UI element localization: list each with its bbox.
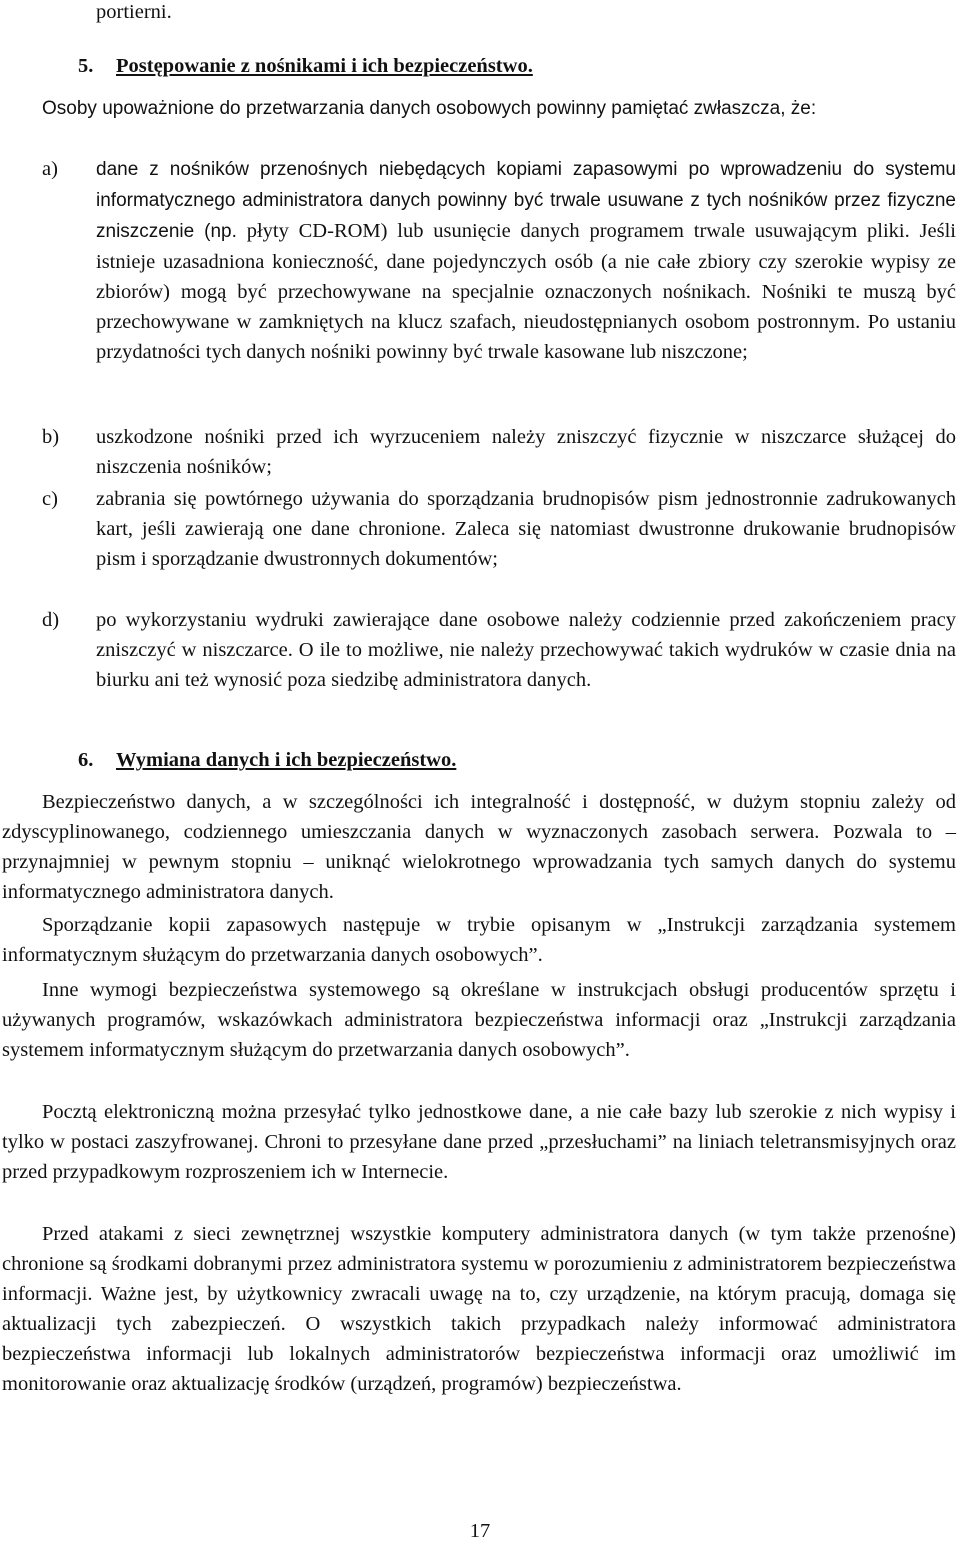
paragraph-network-attacks: Przed atakami z sieci zewnętrznej wszystkie komputery administratora danych (w tym także przenośne) chronione są środkami dobranymi przez administratora systemu w porozumieniu z administratorem bezpieczeństwa informacji. Ważne jest, by użytkownicy zwracali uwagę na to, czy urządzenie, na którym pracują, domaga się aktualizacji tych zabezpieczeń. O wszystkich takich przypadkach należy informować administratora bezpieczeństwa informacji lub lokalnych administratorów bezpieczeństwa informacji oraz umożliwić im monitorowanie oraz aktualizację środków (urządzeń, programów) bezpieczeństwa.: [2, 1223, 956, 1395]
paragraph-other-requirements: Inne wymogi bezpieczeństwa systemowego są określane w instrukcjach obsługi producentów sprzętu i używanych programów, wskazówkach administratora bezpieczeństwa informacji oraz „Instrukcji zarządzania systemem informatycznym służącym do przetwarzania danych osobowych”.: [2, 979, 956, 1061]
list-item-label: c): [42, 488, 58, 510]
paragraph-data-security: Bezpieczeństwo danych, a w szczególności ich integralność i dostępność, w dużym stopniu zależy od zdyscyplinowanego, codziennego umieszczania danych w wyznaczonych zasobach serwera. Pozwala to – przynajmniej w pewnym stopniu – uniknąć wielokrotnego wprowadzania tych samych danych do systemu informatycznego administratora danych.: [2, 791, 956, 903]
list-item-label: a): [42, 158, 58, 180]
section-5-intro: Osoby upoważnione do przetwarzania danych osobowych powinny pamiętać zwłaszcza, że:: [42, 98, 817, 119]
list-item-text: [96, 154, 956, 367]
list-item-text-serif-part: płyty CD-ROM) lub usunięcie danych programem trwale usuwającym pliki. Jeśli istnieje uzasadniona konieczność, dane pojedynczych osób (a nie całe zbiory czy szerokie wypisy ze zbiorów) mogą być przechowywane na specjalnie oznaczonych nośnikach. Nośniki te muszą być przechowywane w zamkniętych na klucz szafach, nieudostępnianych osobom postronnym. Po ustaniu przydatności tych danych nośniki powinny być trwale kasowane lub niszczone;: [96, 220, 956, 363]
paragraph-email: Pocztą elektroniczną można przesyłać tylko jednostkowe dane, a nie całe bazy lub szerokie z nich wypisy i tylko w postaci zaszyfrowanej. Chroni to przesyłane dane przed „przesłuchami” na liniach teletransmisyjnych oraz przed przypadkowym rozproszeniem ich w Internecie.: [2, 1101, 956, 1183]
list-item-text: zabrania się powtórnego używania do sporządzania brudnopisów pism jednostronnie zadrukowanych kart, jeśli zawierają one dane chronione. Zaleca się natomiast dwustronne drukowanie brudnopisów pism i sporządzanie dwustronnych dokumentów;: [96, 488, 956, 570]
continued-text-fragment: portierni.: [96, 1, 172, 23]
paragraph-backup-copies: Sporządzanie kopii zapasowych następuje w trybie opisanym w „Instrukcji zarządzania systemem informatycznym służącym do przetwarzania danych osobowych”.: [2, 914, 956, 966]
list-item-label: d): [42, 609, 60, 631]
list-item-label: b): [42, 426, 60, 448]
list-item-text: po wykorzystaniu wydruki zawierające dane osobowe należy codziennie przed zakończeniem pracy zniszczyć w niszczarce. O ile to możliwe, nie należy przechowywać takich wydruków w czasie dnia na biurku ani też wynosić poza siedzibę administratora danych.: [96, 609, 956, 691]
section-6-title: Wymiana danych i ich bezpieczeństwo.: [116, 749, 457, 771]
section-6-heading: [78, 745, 456, 775]
list-item-text: uszkodzone nośniki przed ich wyrzuceniem należy zniszczyć fizycznie w niszczarce służącej do niszczenia nośników;: [96, 426, 956, 478]
section-6-number: 6.: [78, 749, 94, 771]
list-item-text-sans-part: dane z nośników przenośnych niebędących kopiami zapasowymi po wprowadzeniu do systemu informatycznego administratora danych powinny być trwale usuwane z tych nośników przez fizyczne zniszczenie (np.: [96, 159, 956, 242]
page-number: 17: [469, 1520, 491, 1542]
section-5-number: 5.: [78, 55, 94, 77]
section-5-heading: [78, 51, 533, 81]
section-5-title: Postępowanie z nośnikami i ich bezpieczeństwo.: [116, 55, 533, 77]
